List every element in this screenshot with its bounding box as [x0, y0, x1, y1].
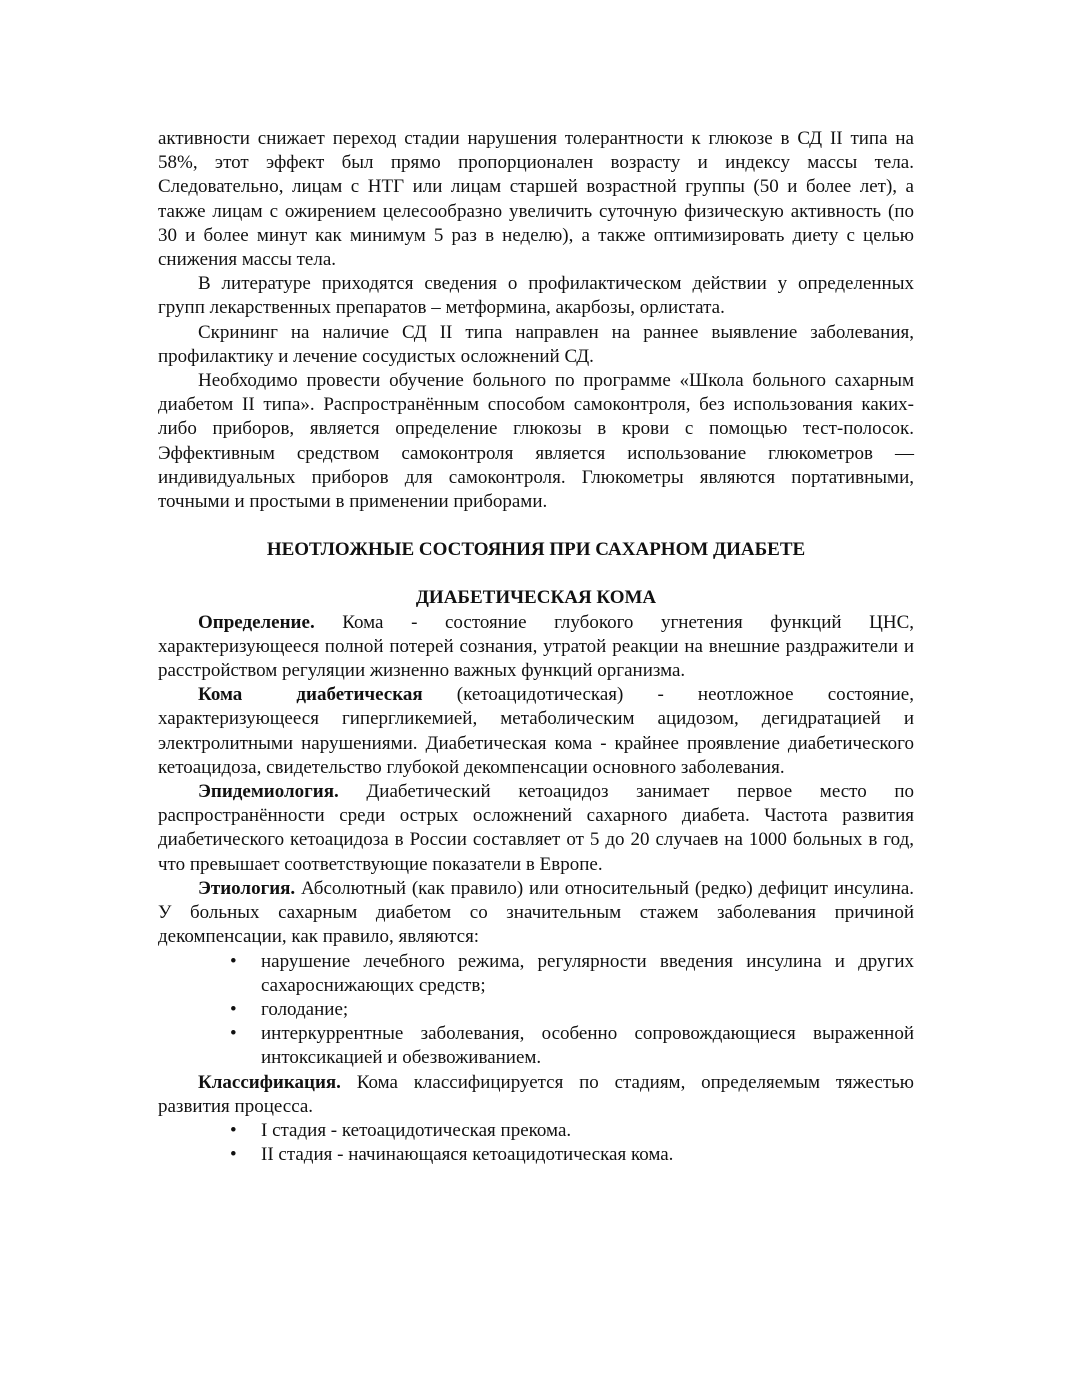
paragraph-classification	[158, 1071, 914, 1119]
term-coma-diabetic: Кома диабетическая	[198, 684, 423, 706]
list-item	[230, 1143, 914, 1167]
term-classification: Классификация.	[198, 1071, 341, 1093]
bullet-icon: •	[230, 1144, 237, 1166]
list-item-text: II стадия - начинающаяся кетоацидотическая кома.	[261, 1144, 674, 1166]
paragraph-coma-diabetic	[158, 683, 914, 780]
list-item	[230, 998, 914, 1022]
etiology-list	[158, 950, 914, 1071]
bullet-icon: •	[230, 1119, 237, 1141]
bullet-icon: •	[230, 950, 237, 972]
term-epidemiology: Эпидемиология.	[198, 781, 339, 803]
etiology-text: Абсолютный (как правило) или относительный (редко) дефицит инсулина. У больных сахарным диабетом со значительным стажем заболевания причиной декомпенсации, как правило, являются:	[158, 877, 914, 948]
list-item	[230, 950, 914, 998]
list-item-text: голодание;	[261, 998, 349, 1020]
paragraph-intro-2: В литературе приходятся сведения о профилактическом действии у определенных групп лекарственных препаратов – метформина, акарбозы, орлистата.	[158, 273, 914, 319]
list-item-text: I стадия - кетоацидотическая прекома.	[261, 1119, 572, 1141]
definition-text: Кома - состояние глубокого угнетения функций ЦНС, характеризующееся полной потерей сознания, утратой реакции на внешние раздражители и расстройством регуляции жизненно важных функций организма.	[158, 611, 914, 682]
paragraph-definition	[158, 611, 914, 684]
paragraph-intro-1: активности снижает переход стадии нарушения толерантности к глюкозе в СД II типа на 58%, этот эффект был прямо пропорционален возрасту и индексу массы тела. Следовательно, лицам с НТГ или лицам старшей возрастной группы (50 и более лет), а также лицам с ожирением целесообразно увеличить суточную физическую активность (по 30 и более минут как минимум 5 раз в неделю), а также оптимизировать диету с целью снижения массы тела.	[158, 128, 914, 271]
term-etiology: Этиология.	[198, 877, 296, 899]
bullet-icon: •	[230, 998, 237, 1020]
paragraph-intro-3: Скрининг на наличие СД II типа направлен на раннее выявление заболевания, профилактику и лечение сосудистых осложнений СД.	[158, 321, 914, 367]
list-item-text: нарушение лечебного режима, регулярности введения инсулина и других сахароснижающих средств;	[261, 950, 914, 996]
paragraph-epidemiology	[158, 780, 914, 877]
list-item	[230, 1119, 914, 1143]
document-page	[158, 127, 914, 1167]
bullet-icon: •	[230, 1023, 237, 1045]
classification-text: Кома классифицируется по стадиям, определяемым тяжестью развития процесса.	[158, 1071, 914, 1117]
section-heading: НЕОТЛОЖНЫЕ СОСТОЯНИЯ ПРИ САХАРНОМ ДИАБЕТЕ	[266, 539, 806, 561]
list-item	[230, 1022, 914, 1070]
list-item-text: интеркуррентные заболевания, особенно сопровождающиеся выраженной интоксикацией и обезвоживанием.	[261, 1023, 914, 1069]
coma-diabetic-text: (кетоацидотическая) - неотложное состояние, характеризующееся гипергликемией, метаболическим ацидозом, дегидратацией и электролитными нарушениями. Диабетическая кома - крайнее проявление диабетического кетоацидоза, свидетельство глубокой декомпенсации основного заболевания.	[158, 684, 914, 778]
paragraph-etiology	[158, 877, 914, 950]
epidemiology-text: Диабетический кетоацидоз занимает первое место по распространённости среди острых осложнений сахарного диабета. Частота развития диабетического кетоацидоза в России составляет от 5 до 20 случаев на 1000 больных в год, что превышает соответствующие показатели в Европе.	[158, 781, 914, 875]
term-definition: Определение.	[198, 611, 315, 633]
classification-list	[158, 1119, 914, 1167]
subsection-heading: ДИАБЕТИЧЕСКАЯ КОМА	[415, 587, 657, 609]
paragraph-intro-4: Необходимо провести обучение больного по программе «Школа больного сахарным диабетом II типа». Распространённым способом самоконтроля, без использования каких-либо приборов, является определение глюкозы в крови с помощью тест-полосок. Эффективным средством самоконтроля является использование глюкометров — индивидуальных приборов для самоконтроля. Глюкометры являются портативными, точными и простыми в применении приборами.	[158, 370, 914, 513]
